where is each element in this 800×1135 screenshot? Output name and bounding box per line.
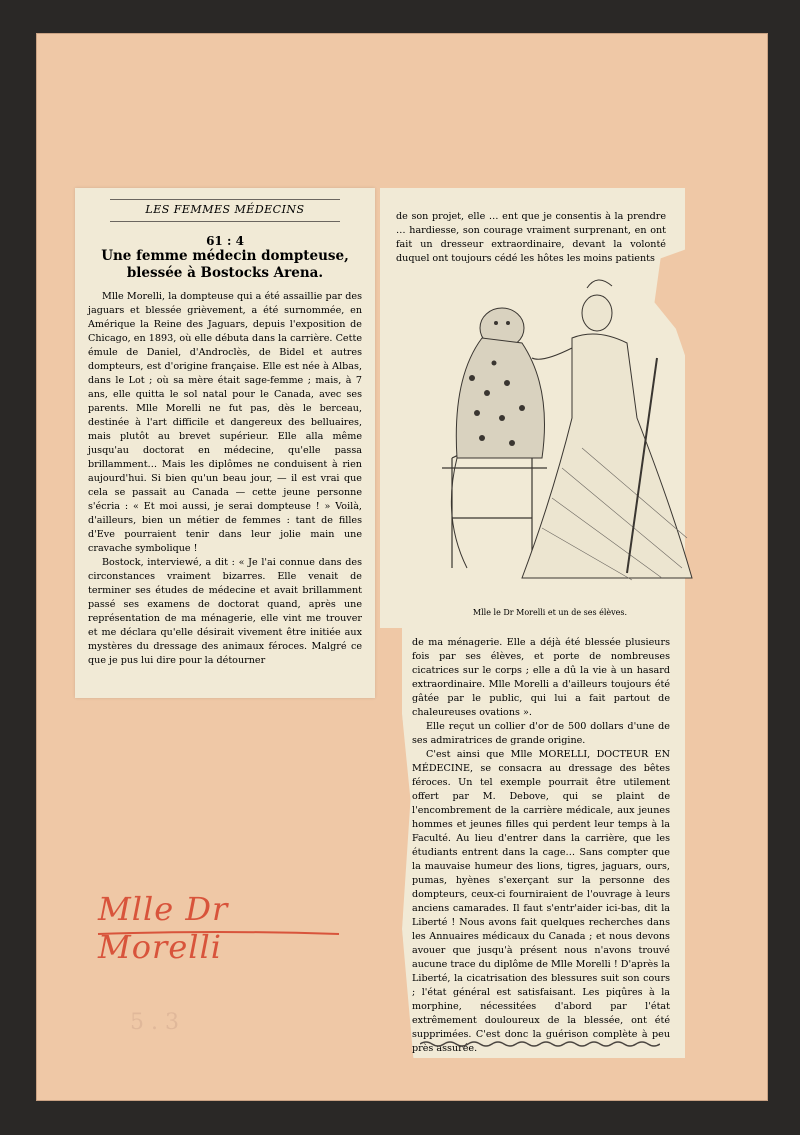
illustration-caption: Mlle le Dr Morelli et un de ses élèves. xyxy=(472,608,628,617)
decorative-rule xyxy=(420,1040,660,1048)
kicker-rule xyxy=(110,221,340,222)
article-headline: Une femme médecin dompteuse, blessée à Bostocks Arena. xyxy=(101,248,349,281)
article-body-right xyxy=(412,636,670,1056)
paragraph: Mlle Morelli, la dompteuse qui a été assaillie par des jaguars et blessée grièvement, a été surnommée, en Amérique la Reine des Jaguars, depuis l'exposition de Chicago, en 1893, où elle débuta dans la carrière. Cette émule de Daniel, d'Androclès, de Bidel et autres dompteurs, est d'origine française. Elle est née à Albas, dans le Lot ; où sa mère était sage-femme ; mais, à 7 ans, elle quitta le sol natal pour le Canada, avec ses parents. Mlle Morelli ne fut pas, dès le berceau, destinée à l'art difficile et dangereux des belluaires, mais plutôt au brevet supérieur. Elle alla même jusqu'au doctorat en médecine, qu'elle passa brillamment… Mais les diplômes ne conduisent à rien aujourd'hui. Si bien qu'un beau jour, — il est vrai que cela se passait au Canada — cette jeune personne s'écria : « Et moi aussi, je serai dompteuse ! » Voilà, d'ailleurs, bien un métier de femmes : tant de filles d'Eve pourraient tenir dans leur jolie main une cravache symbolique ! xyxy=(88,291,362,554)
section-kicker: LES FEMMES MÉDECINS xyxy=(145,203,305,216)
handwritten-annotation: Mlle Dr Morelli xyxy=(98,890,229,966)
article-continuation-top: de son projet, elle … ent que je consentis à la prendre … hardiesse, son courage vraiment surprenant, en ont fait un dresseur extraordinaire, devant la volonté duquel ont toujours cédé les hôtes les moins patients xyxy=(396,211,666,264)
paragraph: Elle reçut un collier d'or de 500 dollars d'une de ses admiratrices de grande origine. xyxy=(412,721,670,746)
top-rule xyxy=(110,199,340,200)
article-number: 61 : 4 xyxy=(206,234,244,248)
engraving-illustration xyxy=(412,268,712,598)
annotation-underline xyxy=(96,930,341,938)
faint-pencil-mark: 5 . 3 xyxy=(130,1010,179,1035)
paragraph: de ma ménagerie. Elle a déjà été blessée plusieurs fois par ses élèves, et porte de nombreuses cicatrices sur le corps ; elle a dû la vie à un hasard extraordinaire. Mlle Morelli a d'ailleurs toujours été gâtée par le public, qui lui a fait partout de chaleureuses ovations ». xyxy=(412,637,670,718)
paragraph: C'est ainsi que Mlle MORELLI, DOCTEUR EN MÉDECINE, se consacra au dressage des bêtes féroces. Un tel exemple pourrait être utilement offert par M. Debove, qui se plaint de l'encombrement de la carrière médicale, aux jeunes hommes et jeunes filles qui perdent leur temps à la Faculté. Au lieu d'entrer dans la carrière, que les étudiants entrent dans la cage… Sans compter que la mauvaise humeur des lions, tigres, jaguars, ours, pumas, hyènes s'exerçant sur la personne des dompteurs, ceux-ci fourniraient de l'ouvrage à leurs anciens camarades. Il faut s'entr'aider ici-bas, dit la Liberté ! Nous avons fait quelques recherches dans les Annuaires médicaux du Canada ; et nous devons avouer que jusqu'à présent nous n'avons trouvé aucune trace du diplôme de Mlle Morelli ! D'après la Liberté, la cicatrisation des blessures suit son cours ; l'état général est satisfaisant. Les piqûres à la morphine, nécessitées d'abord par l'état extrêmement douloureux de la blessée, ont été supprimées. C'est donc la guérison complète à peu près assurée. xyxy=(412,749,670,1054)
paragraph: Bostock, interviewé, a dit : « Je l'ai connue dans des circonstances vraiment bizarres. Elle venait de terminer ses études de médecine et avait brillamment passé ses examens de doctorat quand, après une représentation de ma ménagerie, elle vint me trouver et me déclara qu'elle désirait vivement être initiée aux mystères du dressage des animaux féroces. Malgré ce que je pus lui dire pour la détourner xyxy=(88,557,362,666)
article-body-left xyxy=(88,290,362,668)
